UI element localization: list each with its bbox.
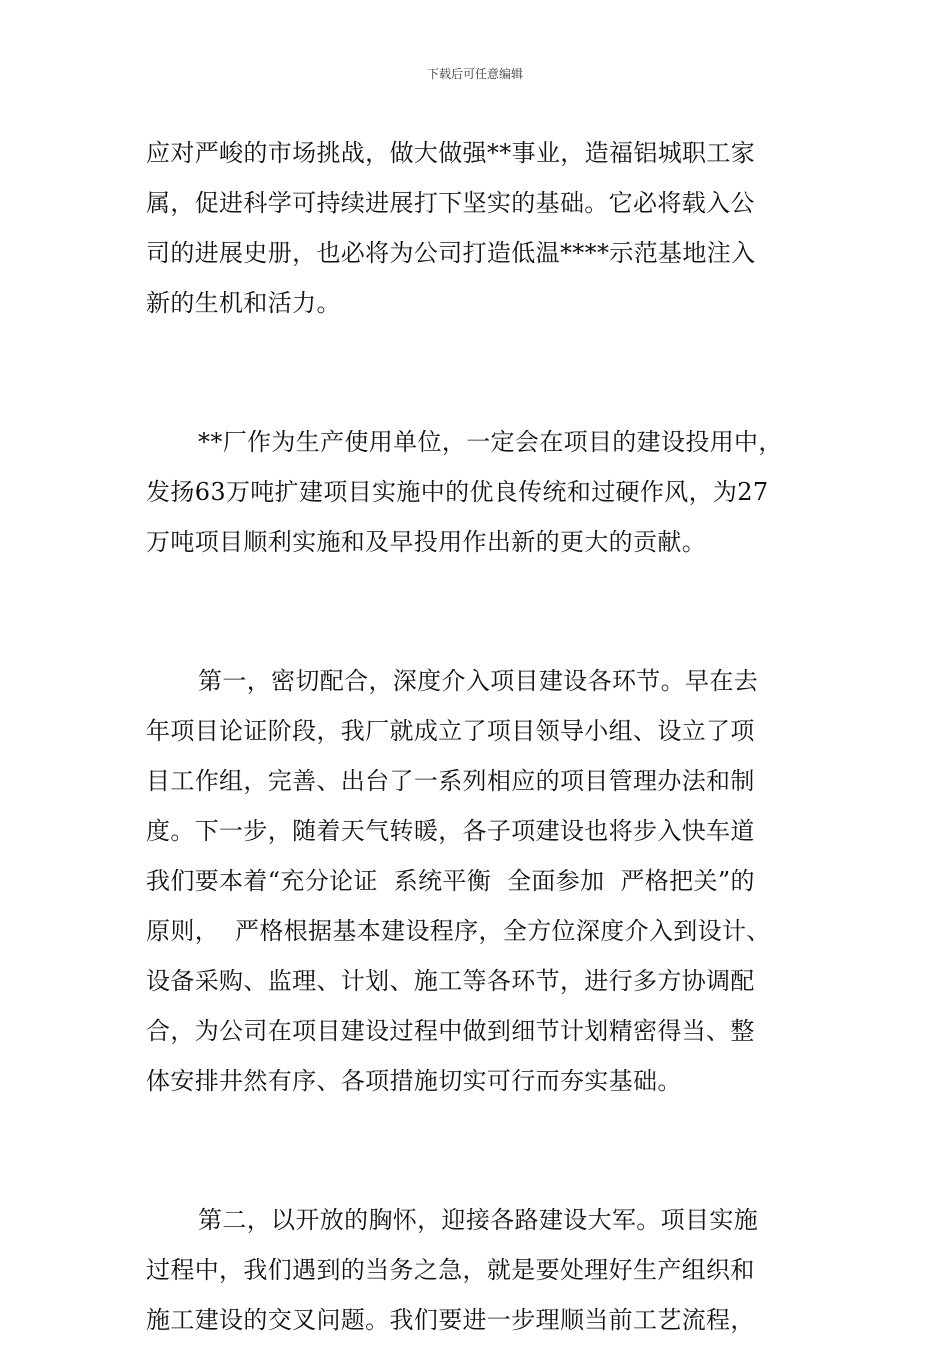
- text-line: 司的进展史册，也必将为公司打造低温****示范基地注入: [146, 239, 756, 267]
- document-body: [146, 128, 814, 1345]
- paragraph-gap: [146, 1106, 814, 1195]
- text-line: 属，促进科学可持续进展打下坚实的基础。它必将载入公: [146, 189, 755, 217]
- text-line: 第二，以开放的胸怀，迎接各路建设大军。项目实施: [198, 1206, 759, 1234]
- text-line: 设备采购、监理、计划、施工等各环节，进行多方协调配: [146, 967, 755, 995]
- text-line: 万吨项目顺利实施和及早投用作出新的更大的贡献。: [146, 528, 707, 556]
- paragraph-4: [146, 1195, 814, 1345]
- text-line: 施工建设的交叉问题。我们要进一步理顺当前工艺流程，: [146, 1306, 755, 1334]
- text-line: 度。下一步，随着天气转暖，各子项建设也将步入快车道: [146, 817, 755, 845]
- text-line: 原则， 严格根据基本建设程序，全方位深度介入到设计、: [146, 917, 771, 945]
- paragraph-1: [146, 128, 814, 328]
- paragraph-gap: [146, 328, 814, 417]
- header-note: 下载后可任意编辑: [426, 67, 523, 81]
- paragraph-3: [146, 656, 814, 1106]
- text-line: 发扬63万吨扩建项目实施中的优良传统和过硬作风，为27: [146, 478, 769, 506]
- text-line: 新的生机和活力。: [146, 289, 341, 317]
- paragraph-2: [146, 417, 814, 567]
- paragraph-gap: [146, 567, 814, 656]
- text-line: 合，为公司在项目建设过程中做到细节计划精密得当、整: [146, 1017, 755, 1045]
- text-line: 过程中，我们遇到的当务之急，就是要处理好生产组织和: [146, 1256, 755, 1284]
- text-line: **厂作为生产使用单位，一定会在项目的建设投用中，: [198, 428, 783, 456]
- text-line: 第一，密切配合，深度介入项目建设各环节。早在去: [198, 667, 759, 695]
- text-line: 目工作组，完善、出台了一系列相应的项目管理办法和制: [146, 767, 755, 795]
- text-line: 应对严峻的市场挑战，做大做强**事业，造福铝城职工家: [146, 139, 756, 167]
- text-line: 我们要本着“充分论证 系统平衡 全面参加 严格把关”的: [146, 867, 755, 895]
- text-line: 年项目论证阶段，我厂就成立了项目领导小组、设立了项: [146, 717, 755, 745]
- text-line: 体安排井然有序、各项措施切实可行而夯实基础。: [146, 1067, 682, 1095]
